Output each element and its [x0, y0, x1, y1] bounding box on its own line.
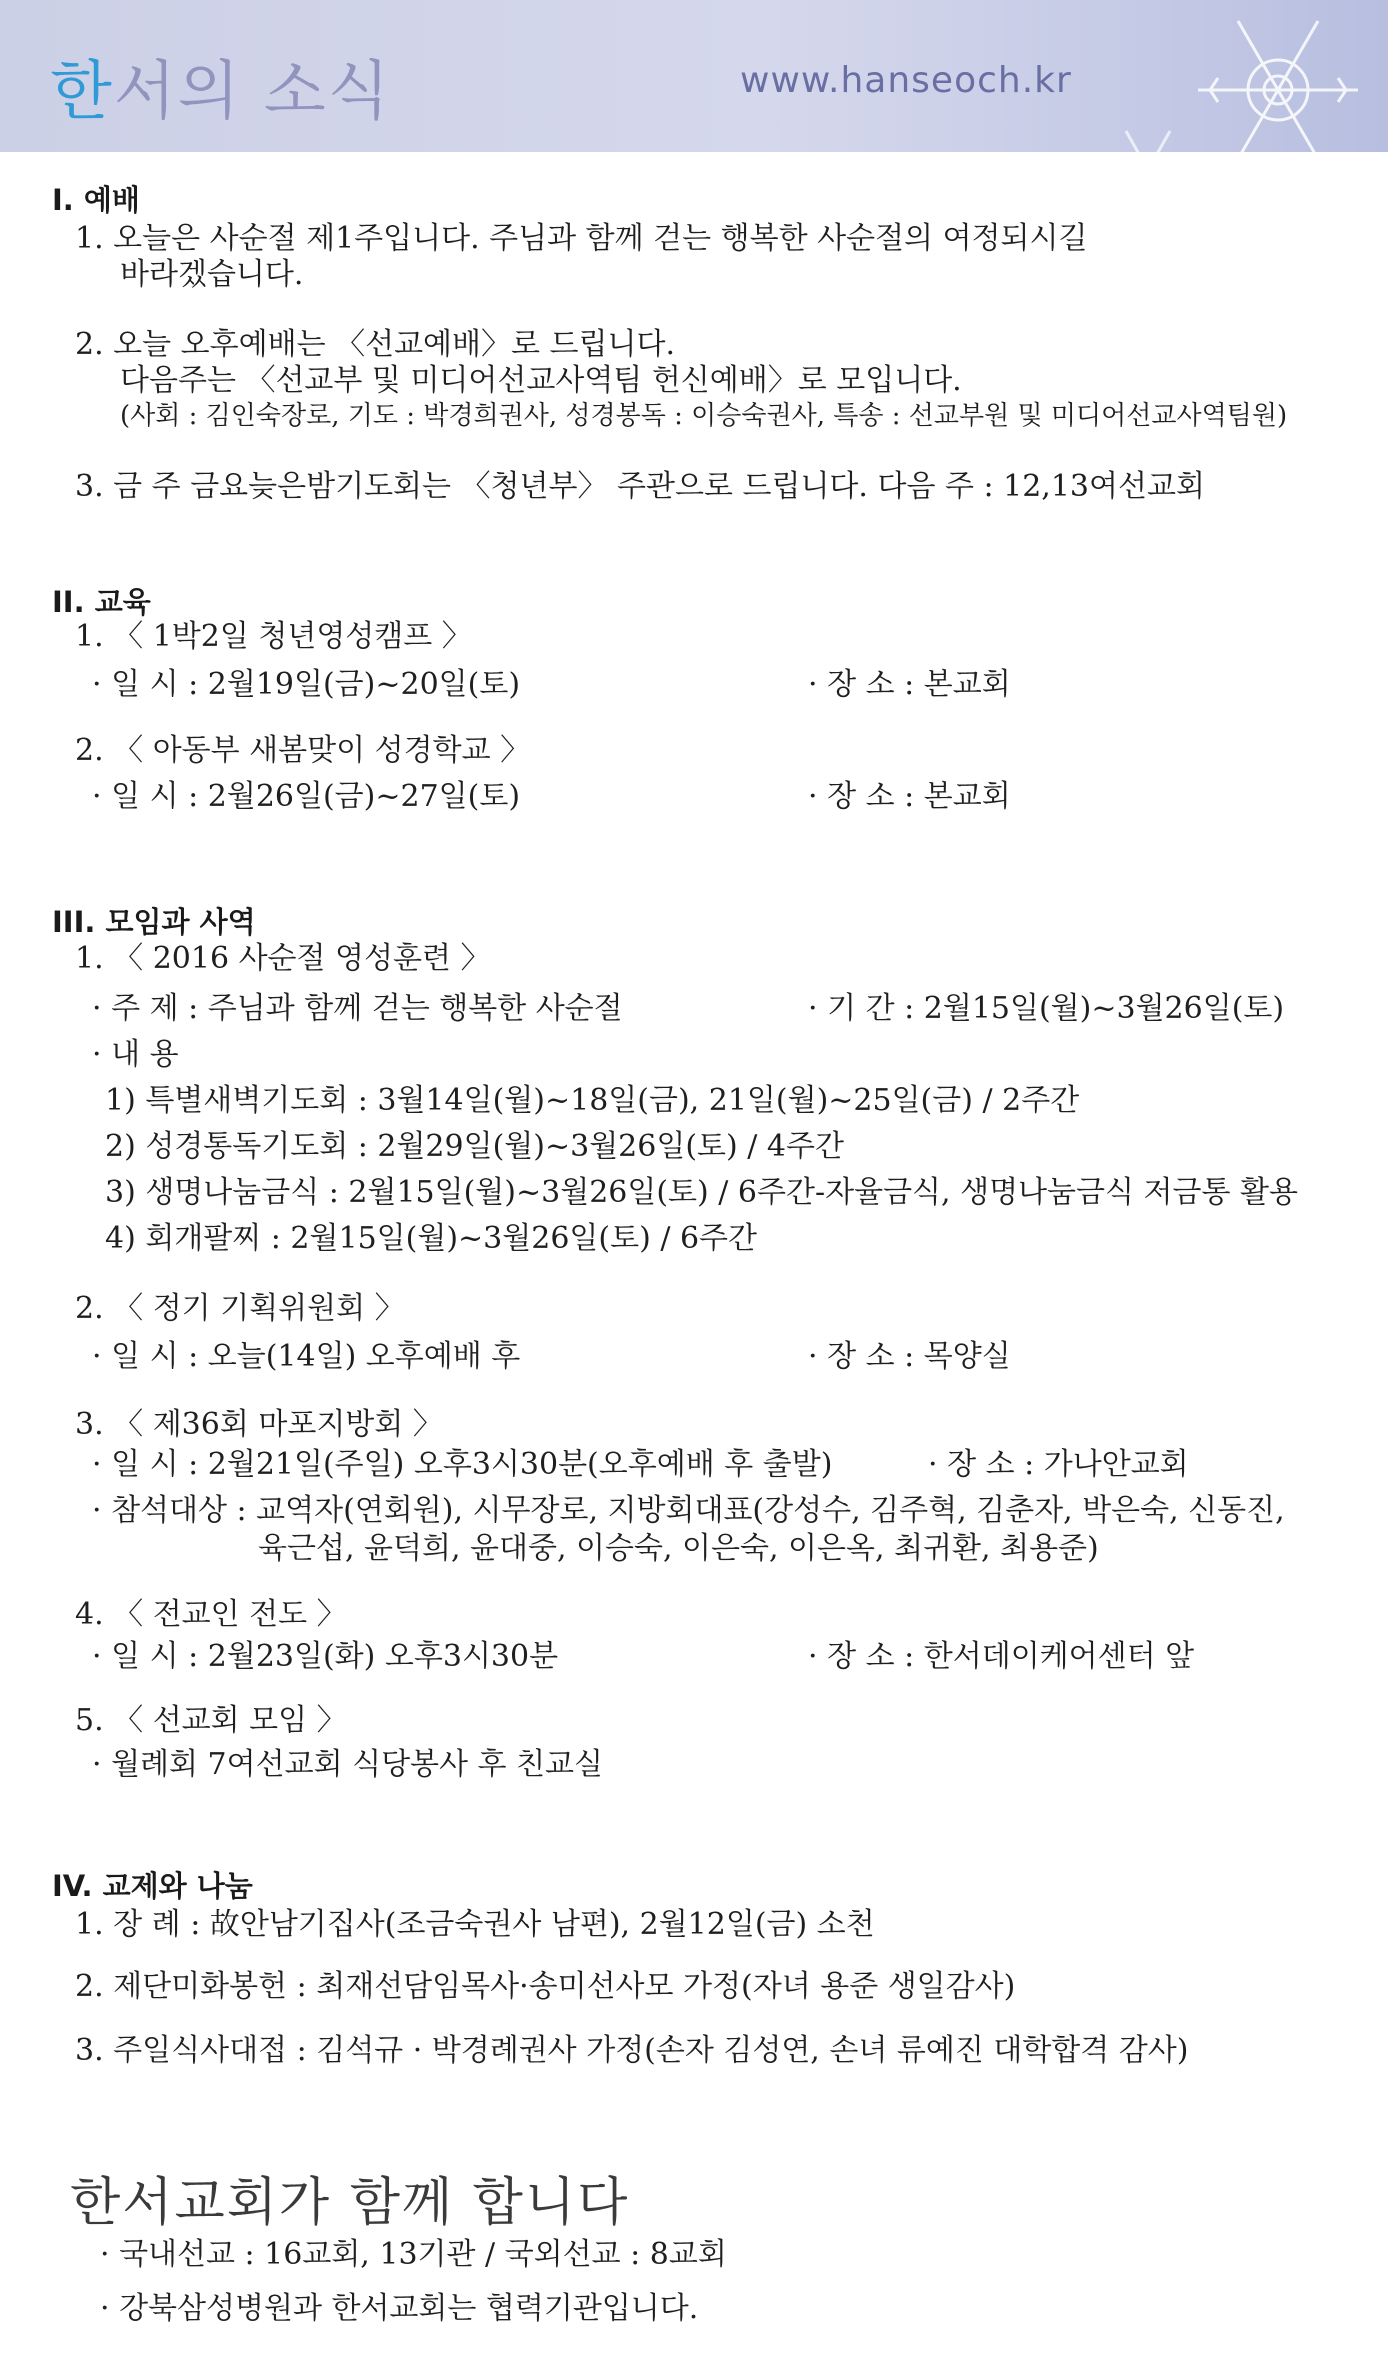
- education-item-1-place: · 장 소 : 본교회: [808, 667, 1011, 702]
- ministry-content-2: 2) 성경통독기도회 : 2월29일(월)~3월26일(토) / 4주간: [105, 1129, 844, 1164]
- education-item-2-place: · 장 소 : 본교회: [808, 779, 1011, 814]
- ministry-item-2-title: 2. 〈 정기 기획위원회 〉: [75, 1291, 405, 1326]
- worship-item-1-line1: 1. 오늘은 사순절 제1주입니다. 주님과 함께 걷는 행복한 사순절의 여정되시길: [75, 221, 1088, 256]
- footer-line-2: · 강북삼성병원과 한서교회는 협력기관입니다.: [100, 2291, 699, 2326]
- ministry-content-1: 1) 특별새벽기도회 : 3월14일(월)~18일(금), 21일(월)~25일(금) / 2주간: [105, 1083, 1080, 1118]
- education-item-2-title: 2. 〈 아동부 새봄맞이 성경학교 〉: [75, 733, 531, 768]
- worship-item-2-line1: 2. 오늘 오후예배는 〈선교예배〉로 드립니다.: [75, 327, 675, 362]
- worship-item-3: 3. 금 주 금요늦은밤기도회는 〈청년부〉 주관으로 드립니다. 다음 주 : 12,13여선교회: [75, 469, 1205, 504]
- section-worship-heading: I. 예배: [52, 183, 140, 217]
- ministry-item-5-title: 5. 〈 선교회 모임 〉: [75, 1703, 347, 1738]
- ministry-item-1-title: 1. 〈 2016 사순절 영성훈련 〉: [75, 941, 491, 976]
- education-item-2-date: · 일 시 : 2월26일(금)~27일(토): [92, 779, 521, 814]
- brand-first-char: 한: [50, 55, 114, 129]
- fellowship-item-3: 3. 주일식사대접 : 김석규 · 박경례권사 가정(손자 김성연, 손녀 류예진 대학합격 감사): [75, 2033, 1189, 2068]
- ministry-item-4-date: · 일 시 : 2월23일(화) 오후3시30분: [92, 1639, 559, 1674]
- ministry-content-4: 4) 회개팔찌 : 2월15일(월)~3월26일(토) / 6주간: [105, 1221, 758, 1256]
- section-ministry-heading: III. 모임과 사역: [52, 905, 256, 939]
- brand-rest: 서의 소식: [113, 55, 392, 129]
- newsletter-title: [50, 40, 391, 132]
- ministry-item-3-place: · 장 소 : 가나안교회: [928, 1447, 1189, 1482]
- worship-item-2-line2: 다음주는 〈선교부 및 미디어선교사역팀 헌신예배〉로 모입니다.: [120, 363, 962, 398]
- fellowship-item-2: 2. 제단미화봉헌 : 최재선담임목사·송미선사모 가정(자녀 용준 생일감사): [75, 1969, 1016, 2004]
- ministry-item-2-place: · 장 소 : 목양실: [808, 1339, 1011, 1374]
- ministry-item-3-attendees-line1: · 참석대상 : 교역자(연회원), 시무장로, 지방회대표(강성수, 김주혁, 김춘자, 박은숙, 신동진,: [92, 1493, 1285, 1528]
- snowflake-icon: [1078, 0, 1378, 230]
- worship-item-2-line3: (사회 : 김인숙장로, 기도 : 박경희권사, 성경봉독 : 이승숙권사, 특송 : 선교부원 및 미디어선교사역팀원): [120, 401, 1288, 431]
- footer-title: 한서교회가 함께 합니다: [70, 2173, 630, 2233]
- education-item-1-date: · 일 시 : 2월19일(금)~20일(토): [92, 667, 521, 702]
- worship-item-1-line2: 바라겠습니다.: [120, 257, 304, 292]
- ministry-item-3-attendees-line2: 육근섭, 윤덕희, 윤대중, 이승숙, 이은숙, 이은옥, 최귀환, 최용준): [258, 1531, 1099, 1566]
- footer-line-1: · 국내선교 : 16교회, 13기관 / 국외선교 : 8교회: [100, 2237, 727, 2272]
- section-fellowship-heading: IV. 교제와 나눔: [52, 1869, 253, 1903]
- education-item-1-title: 1. 〈 1박2일 청년영성캠프 〉: [75, 619, 472, 654]
- ministry-item-1-content-label: · 내 용: [92, 1037, 179, 1072]
- ministry-item-4-title: 4. 〈 전교인 전도 〉: [75, 1597, 347, 1632]
- fellowship-item-1: 1. 장 례 : 故안남기집사(조금숙권사 남편), 2월12일(금) 소천: [75, 1907, 875, 1942]
- ministry-item-4-place: · 장 소 : 한서데이케어센터 앞: [808, 1639, 1195, 1674]
- section-education-heading: II. 교육: [52, 585, 151, 619]
- ministry-item-3-title: 3. 〈 제36회 마포지방회 〉: [75, 1407, 443, 1442]
- ministry-content-3: 3) 생명나눔금식 : 2월15일(월)~3월26일(토) / 6주간-자율금식, 생명나눔금식 저금통 활용: [105, 1175, 1298, 1210]
- ministry-item-2-date: · 일 시 : 오늘(14일) 오후예배 후: [92, 1339, 521, 1374]
- ministry-item-3-date: · 일 시 : 2월21일(주일) 오후3시30분(오후예배 후 출발): [92, 1447, 833, 1482]
- ministry-item-5-detail: · 월례회 7여선교회 식당봉사 후 친교실: [92, 1747, 604, 1782]
- ministry-item-1-theme: · 주 제 : 주님과 함께 걷는 행복한 사순절: [92, 991, 623, 1026]
- ministry-item-1-period: · 기 간 : 2월15일(월)~3월26일(토): [808, 991, 1285, 1026]
- header-banner: [0, 0, 1388, 152]
- website-url[interactable]: www.hanseoch.kr: [740, 60, 1072, 101]
